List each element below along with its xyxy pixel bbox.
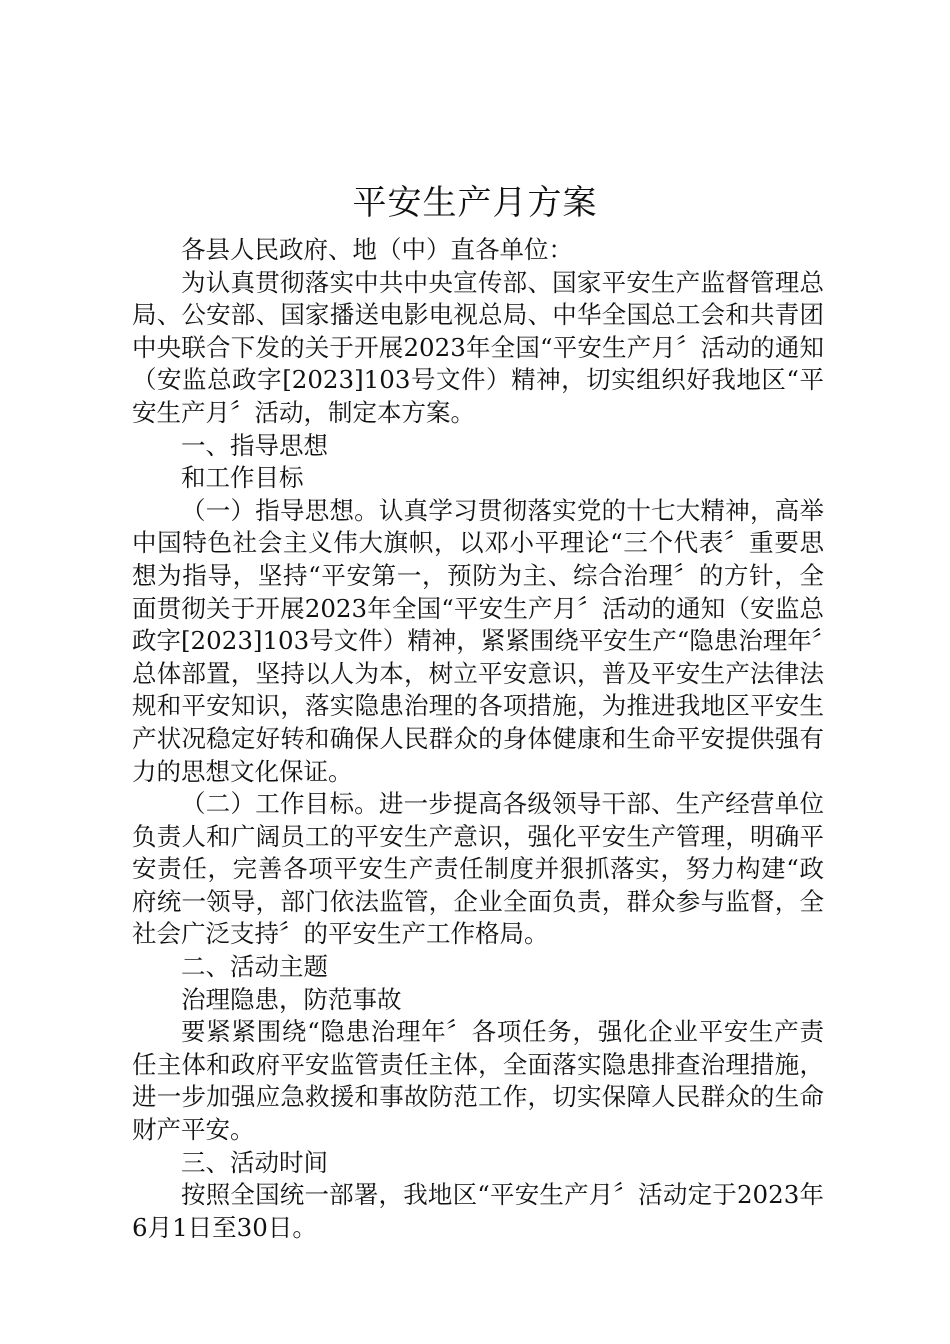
section-heading-activity-theme: 二、活动主题 (181, 952, 328, 982)
document-title: 平安生产月方案 (352, 183, 598, 223)
document-body (132, 234, 824, 1244)
paragraph-work-goals: （二）工作目标。进一步提高各级领导干部、生产经营单位负责人和广阔员工的平安生产意识，强化平安生产管理，明确平安责任，完善各项平安生产责任制度并狠抓落实，努力构建“政府统一领导，部门依法监管，企业全面负责，群众参与监督，全社会广泛支持〞的平安生产工作格局。 (132, 789, 824, 949)
section-heading-work-goals: 和工作目标 (181, 463, 304, 493)
section-heading-guiding-ideology: 一、指导思想 (181, 430, 328, 460)
paragraph-guiding-ideology: （一）指导思想。认真学习贯彻落实党的十七大精神，高举中国特色社会主义伟大旗帜，以邓小平理论“三个代表〞重要思想为指导，坚持“平安第一，预防为主、综合治理〞的方针，全面贯彻关于开展2023年全国“平安生产月〞活动的通知（安监总政字[2023]103号文件）精神，紧紧围绕平安生产“隐患治理年〞总体部置，坚持以人为本，树立平安意识，普及平安生产法律法规和平安知识，落实隐患治理的各项措施，为推进我地区平安生产状况稳定好转和确保人民群众的身体健康和生命平安提供强有力的思想文化保证。 (132, 495, 825, 786)
section-heading-activity-time: 三、活动时间 (181, 1147, 328, 1177)
paragraph-activity-theme: 要紧紧围绕“隐患治理年〞各项任务，强化企业平安生产责任主体和政府平安监管责任主体，全面落实隐患排查治理措施，进一步加强应急救援和事故防范工作，切实保障人民群众的生命财产平安。 (132, 1017, 824, 1145)
salutation: 各县人民政府、地（中）直各单位： (181, 235, 573, 264)
paragraph-activity-time: 按照全国统一部署，我地区“平安生产月〞活动定于2023年6月1日至30日。 (132, 1180, 824, 1242)
activity-theme: 治理隐患，防范事故 (181, 984, 402, 1014)
intro-paragraph: 为认真贯彻落实中共中央宣传部、国家平安生产监督管理总局、公安部、国家播送电影电视总局、中华全国总工会和共青团中央联合下发的关于开展2023年全国“平安生产月〞活动的通知（安监总政字[2023]103号文件）精神，切实组织好我地区“平安生产月〞活动，制定本方案。 (132, 267, 824, 427)
